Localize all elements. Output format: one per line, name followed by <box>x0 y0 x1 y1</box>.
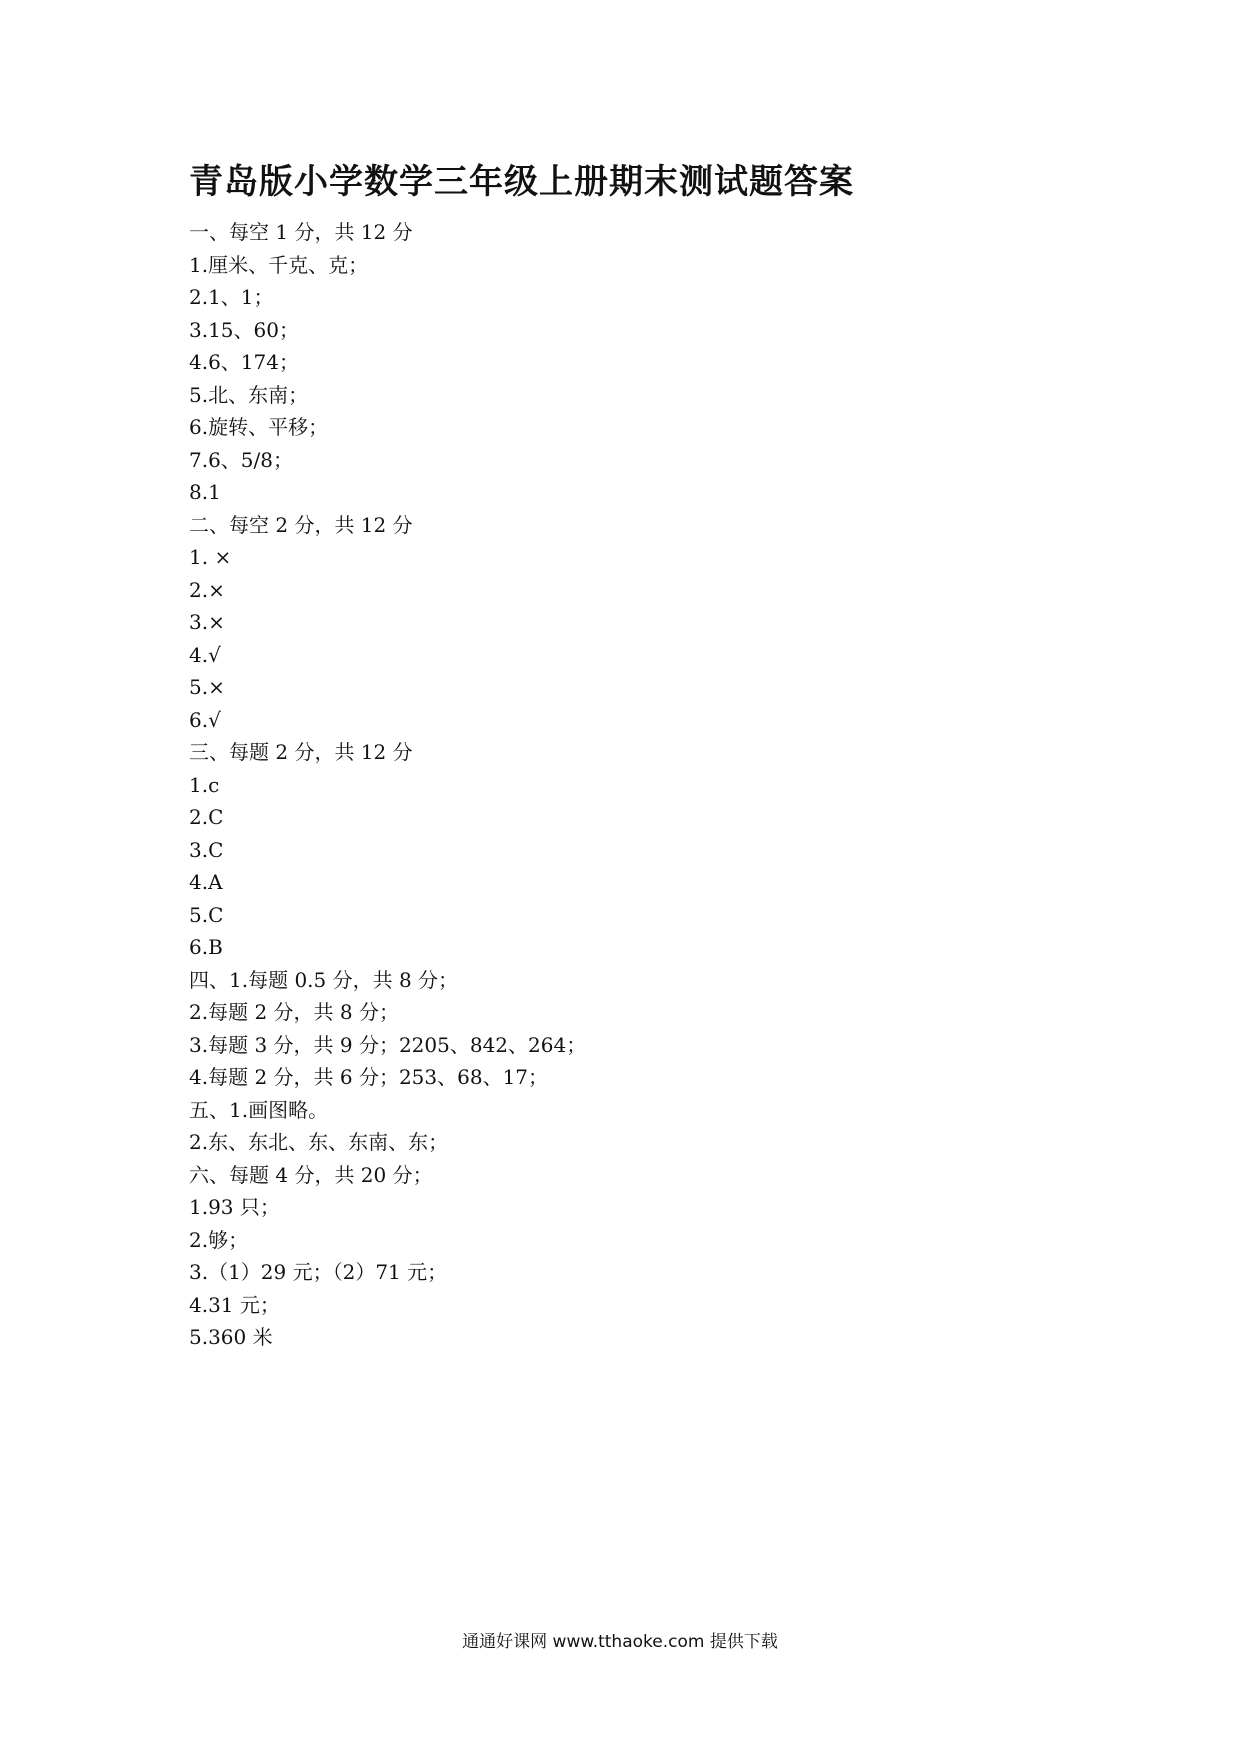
page-footer: 通通好课网 www.tthaoke.com 提供下载 <box>462 1632 778 1652</box>
answer-line: 4.A <box>189 870 223 894</box>
answer-line: 五、1.画图略。 <box>189 1097 329 1122</box>
answer-line: 4.√ <box>189 642 221 667</box>
answer-line: 一、每空 1 分，共 12 分 <box>189 220 413 244</box>
answer-line: 3.C <box>189 837 224 862</box>
answer-line: 3.（1）29 元；（2）71 元； <box>189 1260 448 1284</box>
answer-line: 5.北、东南； <box>189 382 309 407</box>
answer-line: 3.每题 3 分，共 9 分；2205、842、264； <box>189 1032 587 1057</box>
page-title: 青岛版小学数学三年级上册期末测试题答案 <box>189 162 854 202</box>
answer-line: 3.× <box>189 610 225 634</box>
answer-list <box>189 216 586 1354</box>
answer-line: 4.6、174； <box>189 350 299 374</box>
answer-line: 1. × <box>189 545 232 569</box>
answer-line: 5.C <box>189 902 224 927</box>
answer-line: 6.B <box>189 935 223 959</box>
answer-line: 1.厘米、千克、克； <box>189 252 369 277</box>
answer-line: 四、1.每题 0.5 分，共 8 分； <box>189 967 459 992</box>
answer-line: 4.每题 2 分，共 6 分；253、68、17； <box>189 1065 549 1089</box>
answer-line: 2.× <box>189 577 225 602</box>
answer-line: 3.15、60； <box>189 317 299 342</box>
answer-line: 6.√ <box>189 707 221 732</box>
answer-line: 8.1 <box>189 480 221 504</box>
answer-line: 1.93 只； <box>189 1195 280 1219</box>
answer-line: 2.够； <box>189 1227 249 1252</box>
answer-line: 5.× <box>189 675 225 699</box>
answer-line: 2.C <box>189 805 224 829</box>
answer-line: 2.每题 2 分，共 8 分； <box>189 1000 399 1024</box>
answer-line: 2.东、东北、东、东南、东； <box>189 1130 449 1154</box>
answer-line: 1.c <box>189 772 220 797</box>
answer-line: 三、每题 2 分，共 12 分 <box>189 740 413 764</box>
answer-line: 6.旋转、平移； <box>189 415 329 439</box>
answer-line: 5.360 米 <box>189 1325 273 1349</box>
answer-line: 六、每题 4 分，共 20 分； <box>189 1162 433 1187</box>
answer-line: 二、每空 2 分，共 12 分 <box>189 512 413 537</box>
answer-line: 4.31 元； <box>189 1292 280 1317</box>
answer-line: 2.1、1； <box>189 285 274 309</box>
answer-line: 7.6、5/8； <box>189 447 293 472</box>
